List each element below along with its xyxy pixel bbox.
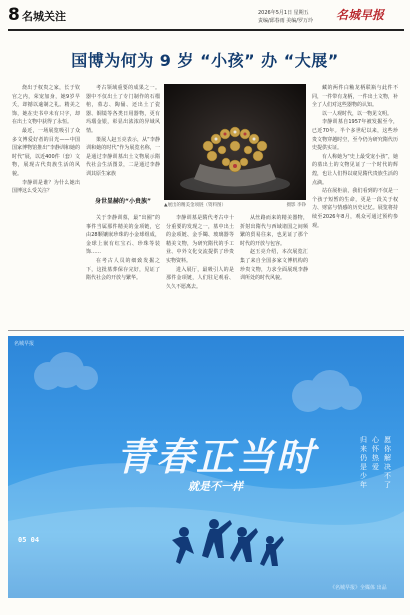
poster-vertical-text-2: 心怀热爱 [372,436,379,471]
page-header [0,0,410,32]
article-column-2 [86,84,160,184]
paragraph: 赵玉亮介绍，本次展览汇集了来自全国多家文博机构的珍贵文物，力求全面展现李静训所处的时代风貌。 [240,249,308,282]
paragraph: 李静训墓是隋代考古中十分重要的发现之一，墓中出土的金项链、金手镯、玻璃器等精美文物，为研究隋代的手工业、中外文化交流提供了珍贵实物资料。 [166,215,234,264]
paragraph: 藏的两件白釉龙柄联瓶与此件不同，一件带有龙柄，一件出土文物，补全了人们对这些器物的认知。 [312,85,398,109]
youth-day-poster [8,336,404,598]
poster-vertical-text-1: 愿你解决不了 [384,436,391,489]
photo-caption: ▲展出的精美金项链（资料图） 摄影 李铮 [164,203,306,208]
poster-label: 名城早报 [14,341,35,347]
article-column-2b [86,214,160,324]
article-subhead: 身世显赫的“小贵族” [95,198,151,205]
paragraph: 在考古人员的细致发掘之下，这批墓葬保存完好，见证了隋代社会的开放与繁华。 [86,257,160,282]
poster-vertical-text-3: 归来仍是少年 [360,436,367,489]
article-column-5 [312,84,398,324]
paragraph: 烧出于权贵之家，长于钦官之内，荣宠加身，她9岁早夭，却撼以逾制之礼。精美之饰，她在史书中未有只字，却在出土文物中获得了永恒。 [12,85,80,126]
page-number: 8 [8,5,20,25]
masthead-logo: 名城早报 [336,8,385,22]
paragraph: 李静训是谁？为什么她出国博这么受关注？ [12,179,80,195]
paragraph: 考古领域重要的成果之一。器中不仅出土了专门制作的石榴棺，墓志、陶俑、还出土了瓷器、铜镜等各类日用器物，更有玛瑙金银，彰显出浓浓的异域风情。 [86,85,160,134]
paragraph: 有人称她为“史上最受宠小孩”，她的墓出土的文物见证了一个时代的辉煌，也让人们得以窥见隋代贵族生活的点滴。 [312,153,398,186]
paragraph: 进入展厅，最吸引人的是那件金项链，人们驻足观看、久久不愿离去。 [166,266,234,290]
gold-necklace-icon [164,84,306,200]
article-column-1 [12,84,80,324]
paragraph: 最近，一场展览吸引了众多文博爱好者的目光——中国国家博物馆推出“李静训和她的时代”展，以近400件（套）文物，展现古代贵族生活的风貌。 [12,127,80,177]
header-rule [8,29,404,31]
article-column-4 [240,214,308,324]
paragraph: 策展人赵玉亮表示，从“李静训和她的时代”作为展览名称，一是通过李静训墓出土文物展示隋代社会生活图景，二是通过李静训其原生家族 [86,136,160,177]
poster-title: 青春正当时 [116,435,317,479]
necklace-photo [164,84,306,200]
poster-subtitle: 就是不一样 [188,480,243,493]
section-divider [8,330,404,331]
paragraph: 李静训墓自1957年被发掘至今，已近70年。半个多世纪以来，这些珍贵文物穿越时空，至今仍为研究隋代历史提供实证。 [312,119,398,152]
editor-credit: 责编/邱春雨 美编/罗万玲 [258,18,313,24]
paragraph: 站在展柜前，我们看到的不仅是一个孩子短暂的生命，更是一段关于权力、财富与情感的历史记忆。展览将持续至2026年8月，观众可通过预约参观。 [312,188,398,229]
section-name: 名城关注 [22,10,66,23]
article-column-3 [166,214,234,324]
paragraph: 以一人观时代，以一物见文明。 [322,110,393,117]
issue-date: 2026年5月1日 星期五 [258,10,309,16]
poster-credit: 《名城早报》全媒体 出品 [330,585,387,591]
paragraph: 从丝路而来的精美器物，折射出隋代与西域诸国之间频繁的贸易往来，也见证了那个时代的开放与包容。 [240,215,308,247]
article-headline: 国博为何为 9 岁 “小孩” 办 “大展” [71,51,339,70]
photo-author: 摄影 李铮 [286,203,306,208]
poster-date: 05 04 [18,536,40,544]
paragraph: 关于李静训墓，最“出圈”的事件当属那件精美的金项链，它由28颗镶嵌珍珠的小金球组成，金球上嵌有红宝石、珍珠等装饰…… [86,215,160,256]
